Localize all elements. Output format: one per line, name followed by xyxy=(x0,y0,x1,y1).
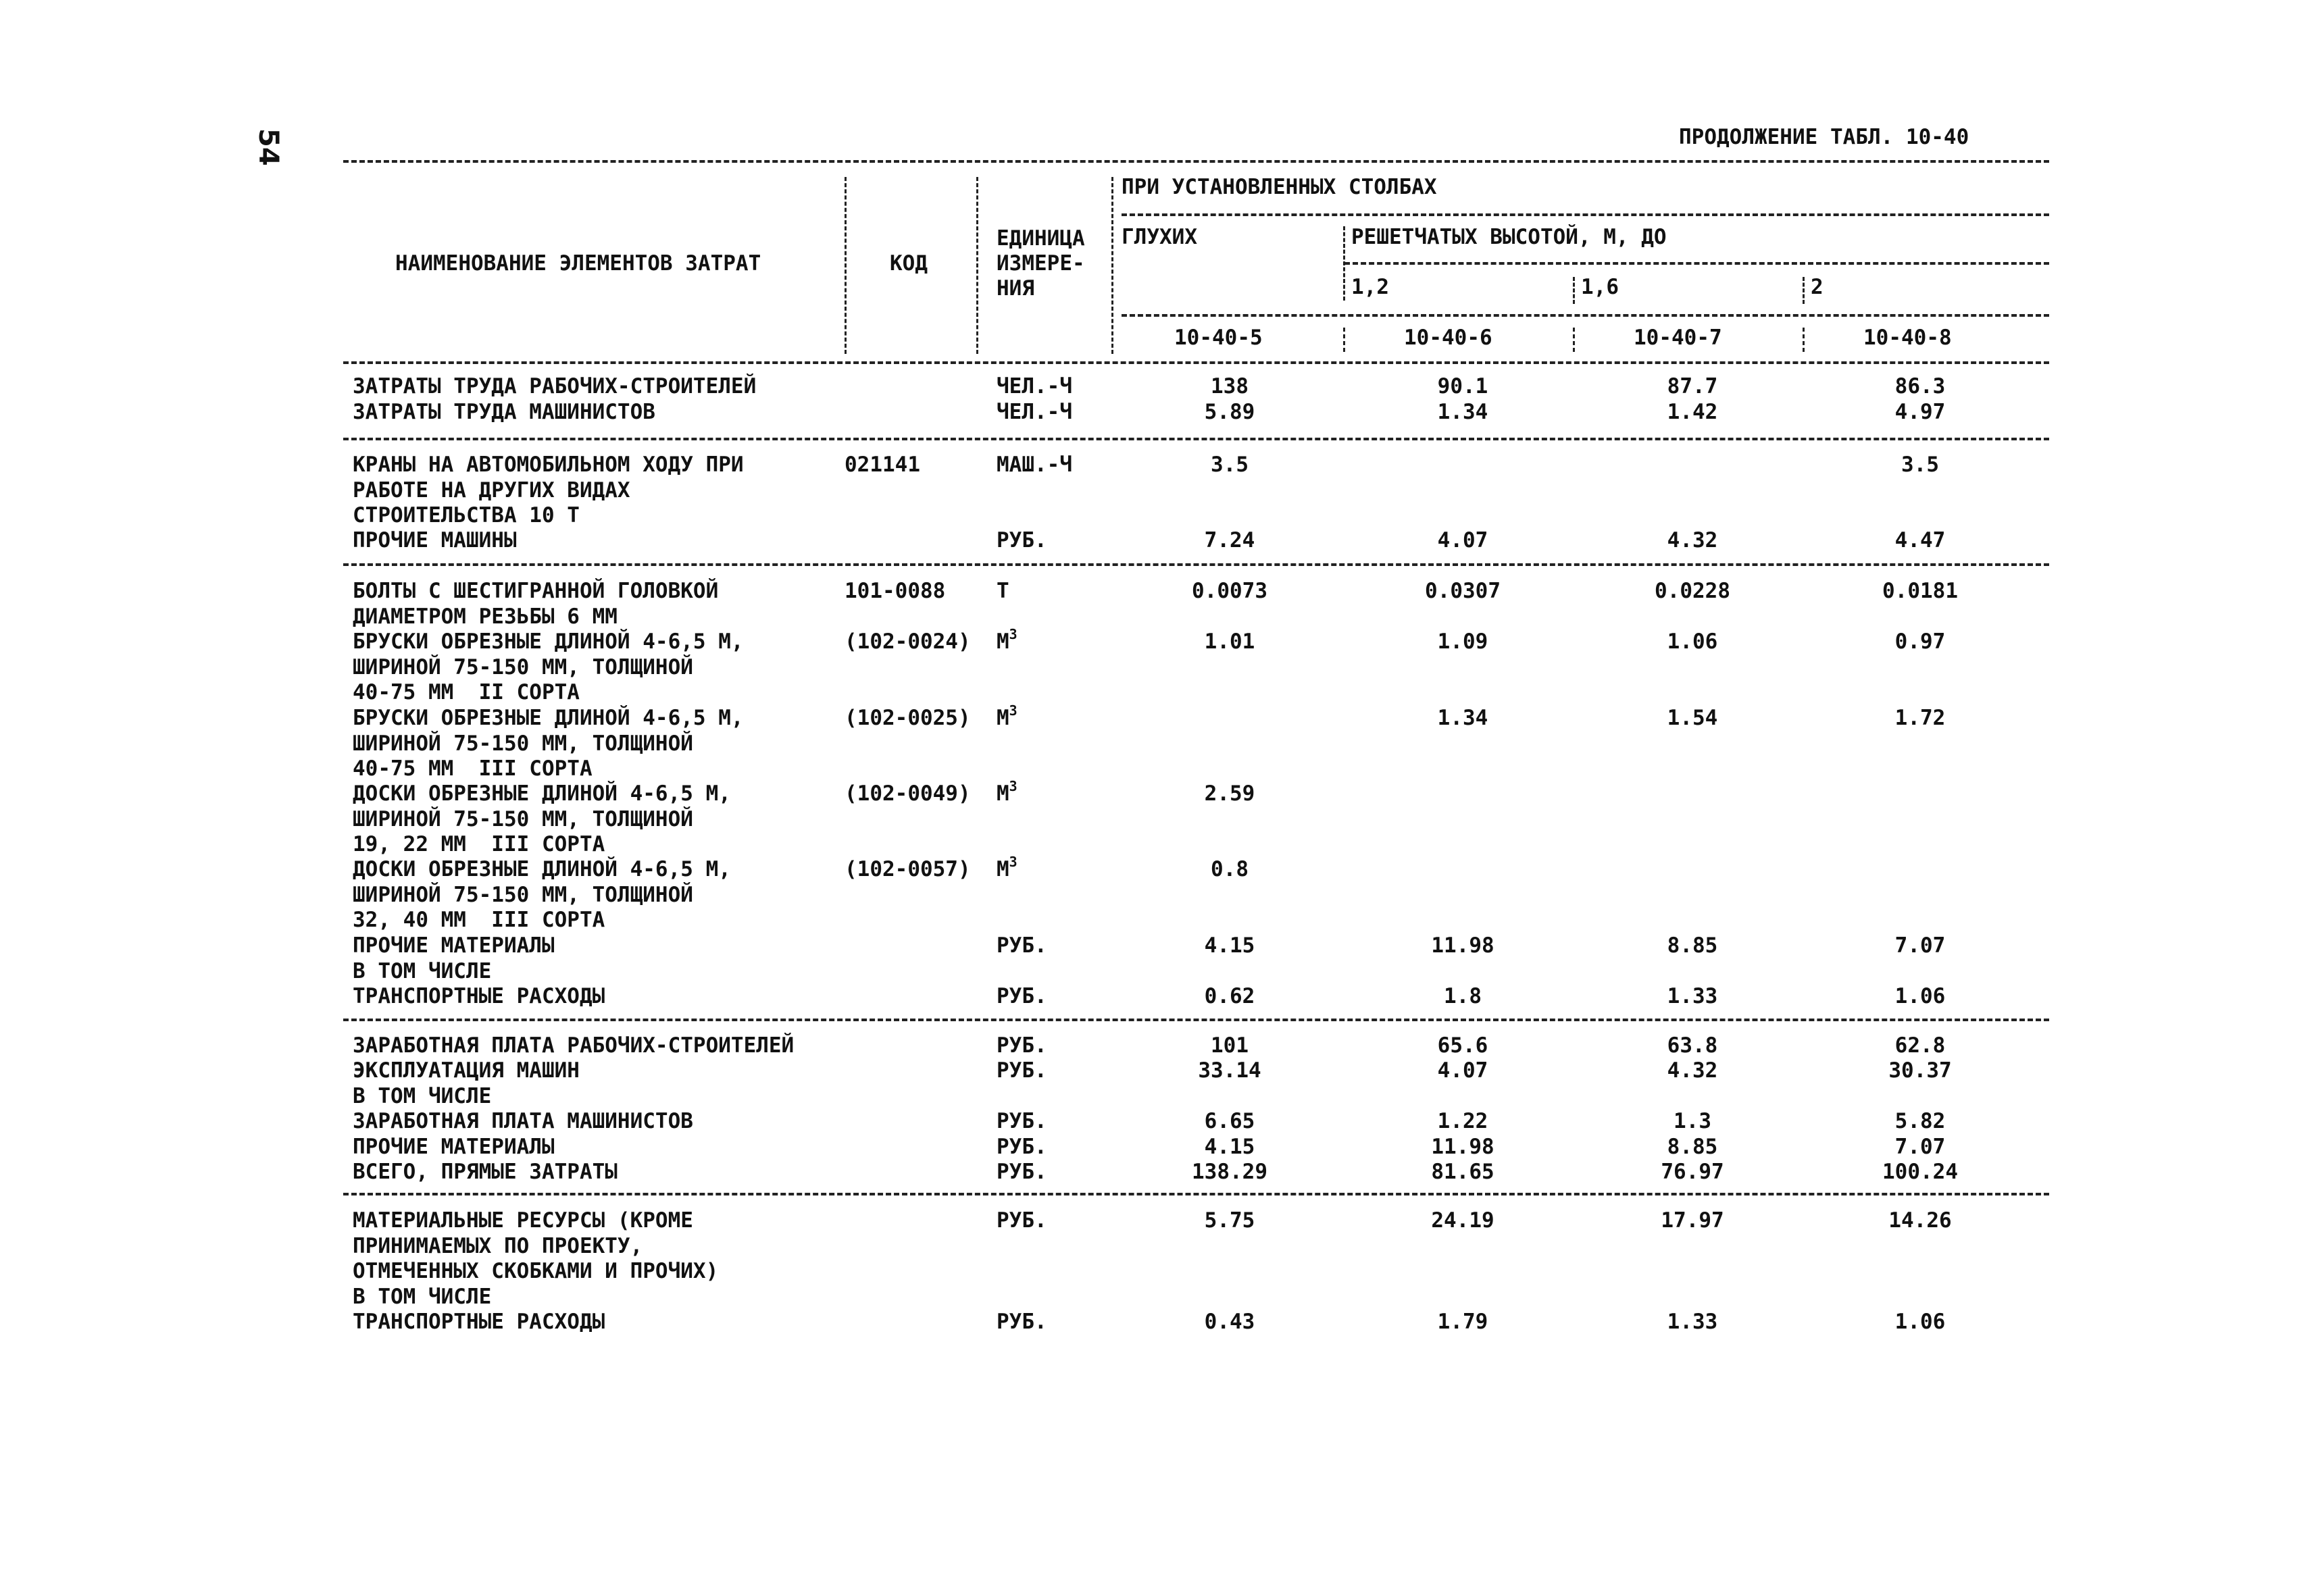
row-name-line: ТРАНСПОРТНЫЕ РАСХОДЫ xyxy=(353,1310,605,1334)
row-unit: $М^3$ xyxy=(997,702,1017,730)
header-code-3: 10-40-7 xyxy=(1634,326,1722,350)
row-name-line: 19, 22 ММ III СОРТА xyxy=(353,832,605,856)
row-value: 4.97 xyxy=(1894,400,1946,424)
row-value: 11.98 xyxy=(1431,1135,1494,1159)
row-name-line: ДОСКИ ОБРЕЗНЫЕ ДЛИНОЙ 4-6,5 М, xyxy=(353,781,731,806)
row-unit: РУБ. xyxy=(997,1208,1047,1233)
row-code: (102-0049) xyxy=(845,781,971,806)
header-code-1: 10-40-5 xyxy=(1174,326,1263,350)
group-rule-3 xyxy=(343,1019,2049,1021)
row-value: 62.8 xyxy=(1894,1033,1946,1058)
row-value: 4.32 xyxy=(1667,1058,1718,1083)
row-name-line: СТРОИТЕЛЬСТВА 10 Т xyxy=(353,503,580,527)
row-name-line: В ТОМ ЧИСЛЕ xyxy=(353,958,492,983)
row-value: 6.65 xyxy=(1204,1109,1255,1133)
row-name-line: ВСЕГО, ПРЯМЫЕ ЗАТРАТЫ xyxy=(353,1160,618,1184)
row-name-line: ПРИНИМАЕМЫХ ПО ПРОЕКТУ, xyxy=(353,1233,643,1258)
row-value: 4.07 xyxy=(1437,1058,1488,1083)
row-value: 7.07 xyxy=(1894,933,1946,958)
row-value: 1.09 xyxy=(1437,629,1488,654)
row-value: 5.75 xyxy=(1204,1208,1255,1233)
row-name-line: ЗАТРАТЫ ТРУДА РАБОЧИХ-СТРОИТЕЛЕЙ xyxy=(353,374,757,398)
header-solid: ГЛУХИХ xyxy=(1122,225,1197,249)
header-name-col: НАИМЕНОВАНИЕ ЭЛЕМЕНТОВ ЗАТРАТ xyxy=(395,251,761,276)
row-value: 1.8 xyxy=(1444,984,1482,1008)
header-code-col: КОД xyxy=(890,251,928,276)
row-unit: РУБ. xyxy=(997,933,1047,958)
row-value: 0.97 xyxy=(1894,629,1946,654)
page-number: 54 xyxy=(253,128,284,166)
row-value: 8.85 xyxy=(1667,933,1718,958)
row-value: 1.34 xyxy=(1437,706,1488,730)
header-unit-line2: ИЗМЕРЕ- xyxy=(997,251,1085,276)
row-name-line: 40-75 ММ II СОРТА xyxy=(353,680,580,704)
header-bottom-rule xyxy=(343,361,2049,364)
header-vrule-c6 xyxy=(1343,328,1345,352)
row-unit: ЧЕЛ.-Ч xyxy=(997,374,1072,398)
row-name-line: ЗАРАБОТНАЯ ПЛАТА МАШИНИСТОВ xyxy=(353,1109,693,1133)
row-name-line: 40-75 ММ III СОРТА xyxy=(353,756,593,781)
table-top-rule xyxy=(343,160,2049,163)
row-unit: РУБ. xyxy=(997,984,1047,1008)
row-unit: РУБ. xyxy=(997,1033,1047,1058)
header-lattice: РЕШЕТЧАТЫХ ВЫСОТОЙ, М, ДО xyxy=(1351,225,1667,249)
row-value: 76.97 xyxy=(1661,1160,1724,1184)
header-vrule-code xyxy=(845,177,847,354)
row-name-line: МАТЕРИАЛЬНЫЕ РЕСУРСЫ (КРОМЕ xyxy=(353,1208,693,1233)
row-code: 101-0088 xyxy=(845,579,946,603)
row-value: 87.7 xyxy=(1667,374,1718,398)
row-value: 3.5 xyxy=(1901,453,1939,477)
row-value: 1.42 xyxy=(1667,400,1718,424)
row-value: 7.24 xyxy=(1204,528,1255,552)
row-name-line: БРУСКИ ОБРЕЗНЫЕ ДЛИНОЙ 4-6,5 М, xyxy=(353,706,744,730)
header-vrule-lattice xyxy=(1343,226,1345,301)
row-value: 1.54 xyxy=(1667,706,1718,730)
row-value: 138 xyxy=(1211,374,1249,398)
row-value: 1.3 xyxy=(1674,1109,1711,1133)
row-value: 1.22 xyxy=(1437,1109,1488,1133)
row-name-line: В ТОМ ЧИСЛЕ xyxy=(353,1083,492,1108)
row-value: 100.24 xyxy=(1882,1160,1958,1184)
header-height-1: 1,2 xyxy=(1351,275,1389,299)
row-unit: ЧЕЛ.-Ч xyxy=(997,400,1072,424)
row-name-line: ДИАМЕТРОМ РЕЗЬБЫ 6 ММ xyxy=(353,604,618,629)
header-rule-2 xyxy=(1344,262,2049,265)
row-unit: РУБ. xyxy=(997,1058,1047,1083)
row-value: 14.26 xyxy=(1888,1208,1952,1233)
header-height-2: 1,6 xyxy=(1581,275,1619,299)
row-value: 0.0073 xyxy=(1192,579,1267,603)
header-vrule-h16 xyxy=(1573,277,1575,304)
row-unit: РУБ. xyxy=(997,1160,1047,1184)
header-unit-line3: НИЯ xyxy=(997,276,1034,301)
row-value: 101 xyxy=(1211,1033,1249,1058)
row-code: (102-0024) xyxy=(845,629,971,654)
row-unit: $М^3$ xyxy=(997,778,1017,806)
row-name-line: БОЛТЫ С ШЕСТИГРАННОЙ ГОЛОВКОЙ xyxy=(353,579,719,603)
row-value: 1.33 xyxy=(1667,984,1718,1008)
row-value: 24.19 xyxy=(1431,1208,1494,1233)
row-name-line: ЗАРАБОТНАЯ ПЛАТА РАБОЧИХ-СТРОИТЕЛЕЙ xyxy=(353,1033,795,1058)
row-name-line: ШИРИНОЙ 75-150 ММ, ТОЛЩИНОЙ xyxy=(353,654,693,679)
row-name-line: ШИРИНОЙ 75-150 ММ, ТОЛЩИНОЙ xyxy=(353,882,693,907)
unit-superscript: 3 xyxy=(1009,778,1017,794)
row-code: (102-0057) xyxy=(845,857,971,881)
row-name-line: ПРОЧИЕ МАТЕРИАЛЫ xyxy=(353,933,555,958)
unit-superscript: 3 xyxy=(1009,854,1017,870)
header-group-title: ПРИ УСТАНОВЛЕННЫХ СТОЛБАХ xyxy=(1122,175,1437,199)
row-unit: РУБ. xyxy=(997,528,1047,552)
row-value: 5.89 xyxy=(1204,400,1255,424)
header-rule-1 xyxy=(1122,213,2049,216)
row-value: 11.98 xyxy=(1431,933,1494,958)
row-value: 4.15 xyxy=(1204,1135,1255,1159)
row-value: 17.97 xyxy=(1661,1208,1724,1233)
header-rule-3 xyxy=(1122,314,2049,317)
row-value: 1.01 xyxy=(1204,629,1255,654)
row-name-line: КРАНЫ НА АВТОМОБИЛЬНОМ ХОДУ ПРИ xyxy=(353,453,744,477)
row-value: 33.14 xyxy=(1198,1058,1261,1083)
row-value: 0.0307 xyxy=(1425,579,1501,603)
group-rule-4 xyxy=(343,1193,2049,1195)
row-value: 1.34 xyxy=(1437,400,1488,424)
row-code: (102-0025) xyxy=(845,706,971,730)
row-value: 3.5 xyxy=(1211,453,1249,477)
group-rule-2 xyxy=(343,563,2049,566)
row-value: 1.06 xyxy=(1894,1310,1946,1334)
row-value: 0.62 xyxy=(1204,984,1255,1008)
row-value: 30.37 xyxy=(1888,1058,1952,1083)
row-name-line: ЗАТРАТЫ ТРУДА МАШИНИСТОВ xyxy=(353,400,655,424)
row-unit: МАШ.-Ч xyxy=(997,453,1072,477)
row-name-line: ШИРИНОЙ 75-150 ММ, ТОЛЩИНОЙ xyxy=(353,806,693,831)
row-value: 1.72 xyxy=(1894,706,1946,730)
row-value: 86.3 xyxy=(1894,374,1946,398)
row-name-line: 32, 40 ММ III СОРТА xyxy=(353,908,605,932)
row-value: 1.33 xyxy=(1667,1310,1718,1334)
row-value: 81.65 xyxy=(1431,1160,1494,1184)
row-value: 1.06 xyxy=(1667,629,1718,654)
row-name-line: РАБОТЕ НА ДРУГИХ ВИДАХ xyxy=(353,478,630,503)
row-value: 63.8 xyxy=(1667,1033,1718,1058)
row-value: 0.0228 xyxy=(1655,579,1730,603)
row-name-line: В ТОМ ЧИСЛЕ xyxy=(353,1284,492,1309)
row-value: 4.47 xyxy=(1894,528,1946,552)
row-value: 7.07 xyxy=(1894,1135,1946,1159)
row-value: 65.6 xyxy=(1437,1033,1488,1058)
header-vrule-c8 xyxy=(1803,328,1805,352)
header-unit-line1: ЕДИНИЦА xyxy=(997,226,1085,251)
row-unit: РУБ. xyxy=(997,1135,1047,1159)
header-height-3: 2 xyxy=(1811,275,1823,299)
row-value: 1.06 xyxy=(1894,984,1946,1008)
unit-superscript: 3 xyxy=(1009,626,1017,642)
row-value: 2.59 xyxy=(1204,781,1255,806)
continuation-title: ПРОДОЛЖЕНИЕ ТАБЛ. 10-40 xyxy=(1679,125,1969,149)
row-name-line: ЭКСПЛУАТАЦИЯ МАШИН xyxy=(353,1058,580,1083)
unit-superscript: 3 xyxy=(1009,702,1017,719)
row-unit: $М^3$ xyxy=(997,854,1017,881)
row-value: 4.32 xyxy=(1667,528,1718,552)
row-unit: $М^3$ xyxy=(997,626,1017,654)
row-name-line: ОТМЕЧЕННЫХ СКОБКАМИ И ПРОЧИХ) xyxy=(353,1259,719,1283)
row-name-line: ПРОЧИЕ МАТЕРИАЛЫ xyxy=(353,1135,555,1159)
row-name-line: ДОСКИ ОБРЕЗНЫЕ ДЛИНОЙ 4-6,5 М, xyxy=(353,857,731,881)
header-vrule-unit xyxy=(976,177,978,354)
row-value: 8.85 xyxy=(1667,1135,1718,1159)
row-name-line: ТРАНСПОРТНЫЕ РАСХОДЫ xyxy=(353,984,605,1008)
row-name-line: ПРОЧИЕ МАШИНЫ xyxy=(353,528,517,552)
row-value: 4.15 xyxy=(1204,933,1255,958)
header-code-4: 10-40-8 xyxy=(1863,326,1952,350)
header-vrule-c7 xyxy=(1573,328,1575,352)
header-code-2: 10-40-6 xyxy=(1404,326,1492,350)
row-value: 5.82 xyxy=(1894,1109,1946,1133)
row-unit: РУБ. xyxy=(997,1310,1047,1334)
row-value: 0.0181 xyxy=(1882,579,1958,603)
row-value: 0.8 xyxy=(1211,857,1249,881)
row-unit: Т xyxy=(997,579,1009,603)
header-vrule-values xyxy=(1111,177,1113,354)
row-value: 0.43 xyxy=(1204,1310,1255,1334)
row-name-line: БРУСКИ ОБРЕЗНЫЕ ДЛИНОЙ 4-6,5 М, xyxy=(353,629,744,654)
row-value: 4.07 xyxy=(1437,528,1488,552)
header-vrule-h2 xyxy=(1803,277,1805,304)
row-code: 021141 xyxy=(845,453,920,477)
row-value: 90.1 xyxy=(1437,374,1488,398)
group-rule-1 xyxy=(343,438,2049,440)
row-unit: РУБ. xyxy=(997,1109,1047,1133)
row-value: 1.79 xyxy=(1437,1310,1488,1334)
row-value: 138.29 xyxy=(1192,1160,1267,1184)
row-name-line: ШИРИНОЙ 75-150 ММ, ТОЛЩИНОЙ xyxy=(353,731,693,756)
